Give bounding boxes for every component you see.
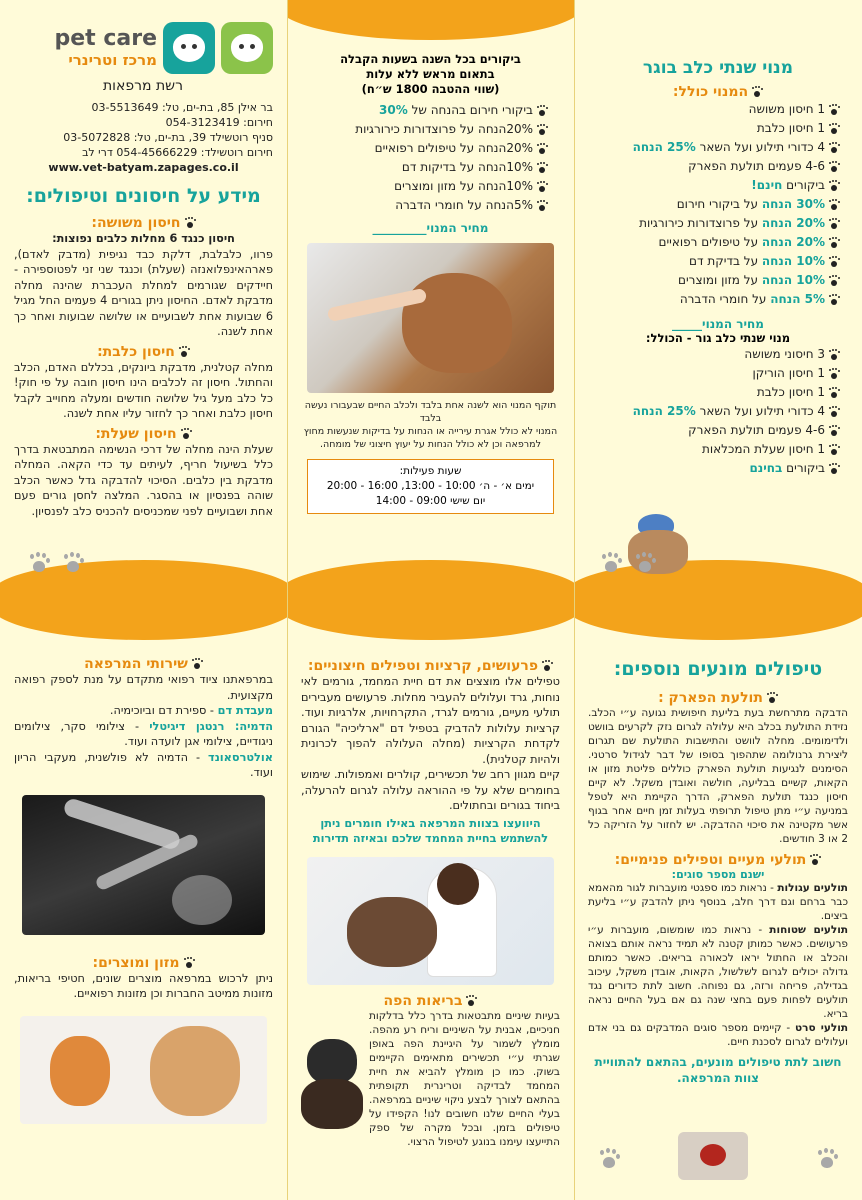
paw-icon (828, 349, 840, 361)
plan-item (588, 290, 840, 309)
dental-text: בעיות שיניים מתבטאות בדרך כלל בדלקות חניכיים, אבנית על השיניים וריח רע מהפה. מומלץ לשמור על היגיינת הפה באופן שגרתי ע״י תכשירים מתאימים הקיימים בשוק. כמו כן מומלץ להביא את חיית המחמד לבדיקה וטרינרית תקופתית בהתאם לצורך לבצע ניקוי שיניים במרפאה. בעלי החיים שלנו חשובים לנו! הקפידו על טיפולים בזמן. ובכל מקרה של ספק התייעצו עימנו בנוגע לטיפול הרצוי. (369, 1009, 560, 1148)
paw-prints-decor (592, 1148, 626, 1174)
plan-items (588, 100, 848, 309)
plan-item (588, 138, 840, 157)
panel-services (0, 600, 287, 1200)
parasites-note: היוועצו בצוות המרפאה באילו חומרים ניתן להשתמש בחיית המחמד שלכם ובאיזה תדירות (312, 816, 549, 845)
lab-text: - ספירת דם וביוכימיה. (109, 704, 215, 717)
vaccine-body: מחלה קטלנית, מדבקת ביונקים, בכללם האדם, הכלב והחתול. חיסון זה לכלבים הינו חיסון חובה על פי חוק! כל כלב מעל גיל שלושה חודשים ומעלה מחוייב לקבל חיסון כלבת ואחר כך לחזור עליו אחת לשנה. (14, 360, 273, 420)
tick-photo (678, 1132, 748, 1180)
discount-item (301, 158, 548, 177)
brand-subtitle: מרכז וטרינרי (68, 51, 157, 69)
plan-item-text: 3 חיסוני משושה (744, 347, 825, 361)
paw-icon (184, 217, 196, 229)
discount-percent: 10% (506, 179, 533, 193)
discount-text: הנחה על חומרי הדברה (395, 198, 514, 212)
website-link[interactable]: www.vet-batyam.zapages.co.il (48, 161, 239, 174)
branch-address: סניף רוטשילד 39, בת-ים, טל: 03-5072828 (63, 131, 273, 144)
plan-item (588, 157, 840, 176)
plan-item-highlight: 5% הנחה (770, 292, 825, 306)
dental-row (301, 1009, 560, 1149)
panel-discounts (287, 0, 574, 600)
paw-icon (828, 425, 840, 437)
paw-icon (828, 463, 840, 475)
plan-includes-label: המנוי כולל: (672, 84, 749, 100)
dog-vaccination-photo (307, 243, 554, 393)
parasites-title: פרעושים, קרציות וטפילים חיצוניים: (307, 658, 539, 674)
plan-item-text: על טיפולים רפואיים (658, 235, 759, 249)
brand-name: pet care (54, 26, 157, 51)
plan-item (588, 100, 840, 119)
paw-icon (828, 180, 840, 192)
plan-item (588, 345, 840, 364)
plan-item (588, 459, 840, 478)
plan-item-highlight: בחינם (749, 461, 783, 475)
panel-plan (574, 0, 862, 600)
paw-icon (178, 346, 190, 358)
plan-item-text: 1 חיסון כלבת (756, 121, 825, 135)
xray-photo (22, 795, 265, 935)
emergency-phone: חירום: 054-3123419 (165, 116, 273, 129)
paw-prints-decor (810, 1148, 844, 1174)
plan-item-highlight: 30% הנחה (761, 197, 825, 211)
plan-item (588, 440, 840, 459)
vaccine-heading: חיסון משושה: (91, 215, 181, 231)
discounts-title-2: בתאום מראש ללא עלות (366, 67, 495, 81)
parasites-body: טפילים אלו מוצצים את דם חיית המחמד, גורמים לאי נוחות, גרד ועלולים להעביר מחלות. פרעושים מעבירים תולעי מעיים, גורמים לגרד, התקרחויות, אלרגיות ועוד. קרציות עלולות להדביק בטפיל דם "ארליכיה" הגורם לקדחת הקרציות (מחלה העלולה להפוך לכרונית ולהיות קטלנית). (301, 675, 560, 766)
plan-item (588, 252, 840, 271)
discount-percent: 20% (506, 141, 533, 155)
plan-title: מנוי שנתי כלב בוגר (642, 58, 794, 78)
discounts-title-1: ביקורים בכל השנה בשעות הקבלה (340, 52, 521, 66)
preventive-note: חשוב לתת טיפולים מונעים, בהתאם להתוויית צוות המרפאה. (594, 1055, 842, 1085)
kitten-puppy-photo (20, 1016, 267, 1124)
address: בר אילן 85, בת-ים, טל: 03-5513649 (91, 101, 273, 114)
plan-item (588, 195, 840, 214)
services-intro: במרפאתנו ציוד רפואי מתקדם על מנת לספק רפואה מקצועית. (14, 673, 273, 702)
plan-item-text: 1 חיסון כלבת (756, 385, 825, 399)
plan-item-text: על מזון ומוצרים (678, 273, 759, 287)
preventive-title: טיפולים מונעים נוספים: (613, 658, 823, 680)
discount-text: הנחה על מזון ומוצרים (394, 179, 507, 193)
hours-friday: יום שישי 09:00 - 14:00 (375, 495, 486, 507)
discount-item (301, 177, 548, 196)
paw-icon (465, 995, 477, 1007)
plan-item-text: 4 כדורי תילוע ועל השאר (699, 404, 825, 418)
paw-icon (180, 428, 192, 440)
paw-icon (828, 256, 840, 268)
paw-icon (536, 143, 548, 155)
paw-icon (828, 294, 840, 306)
plan-item-text: 4-6 פעמים תולעת הפארק (688, 159, 825, 173)
plan-item-highlight: חינם! (751, 178, 783, 192)
opening-hours (307, 459, 554, 514)
flatworm-label: תולעים שטוחות (769, 924, 848, 936)
discount-percent: 5% (513, 198, 533, 212)
vaccine-body: פרוו, כלבלבת, דלקת כבד נגיפית (מדבק לאדם), פארהאינפלואנזה (שעלת) וכנגד שני זני לפטוספירה - חיידקים שגורמים למחלת העכברת שהינה מחלה מדבקת לאדם. החיסון ניתן בגורים 4 פעמים החל מגיל 6 שבועות אחת לשבועיים או שלושה שבועות ואחר כך אחת לשנה. (14, 247, 273, 338)
services-title: שירותי המרפאה (84, 656, 188, 672)
plan-item (588, 271, 840, 290)
park-worm-text: הדבקה מתרחשת בעת בליעת חיפושית נגועה ע״י הכלב. נזידת התולעת בכלב היא עלולה לגרום נזק לקרעים בוושט ולדימומים. מחלה לוושט והתישבות התולעת שם תגרום ליצירת גרנולומה שתהפוך בסופו של דבר לגידול סרטני. הסימנים לנגיעות תולעת הפארק כוללים פליטת מזון או הקאות, קשיים בבליעה, חולשה ואובדן משקל. לא קיים חיסון כנגד תולעת הפארק, הדרך הקיימת היא לטפל במניעה ע״י מתן טיפול תרופתי בעלות זמן חיים אחר בגוף אשר מקטינה את סיכוי ההדבקה. יש לחזור על הזריקה כל 2 או 3 חודשים. (588, 707, 848, 845)
branch-emergency: חירום רוטשילד: 054-45666229 דרי לב (82, 146, 273, 159)
cat-logo-icon (163, 22, 215, 74)
paw-icon (809, 854, 821, 866)
park-worm-title: תולעת הפארק : (658, 690, 763, 706)
plan-item-highlight: 10% הנחה (761, 254, 825, 268)
intestinal-worms-title: תולעי מעיים וטפילים פנימיים: (614, 852, 807, 868)
plan-item-text: על חומרי הדברה (679, 292, 767, 306)
discount-list (301, 101, 560, 215)
discount-text: הנחה על טיפולים רפואיים (374, 141, 507, 155)
paw-icon (751, 86, 763, 98)
paw-prints-decor (594, 552, 662, 578)
paw-icon (536, 124, 548, 136)
lab-label: מעבדת דם (217, 704, 273, 717)
plan-item-text: 4 כדורי תילוע ועל השאר (699, 140, 825, 154)
discount-item (301, 101, 548, 120)
plan-item-highlight: 25% הנחה (632, 404, 696, 418)
paw-icon (828, 387, 840, 399)
worms-lead: ישנם מספר סוגים: (671, 868, 765, 881)
discount-item (301, 139, 548, 158)
tapeworm-label: תולעי סרט (795, 1022, 848, 1034)
network-label: רשת מרפאות (102, 78, 183, 94)
roundworm-text: - נראות כמו ספגטי מועברות לגור מהאמא כבר ברחם וגם דרך חלב, בנוסף ניתן להדבק ע״י בליעת ביצים. (588, 882, 848, 922)
vaccine-item (14, 215, 273, 340)
vaccine-heading: חיסון כלבת: (97, 343, 175, 360)
discount-percent: 30% (379, 103, 408, 117)
tapeworm-text: - קיימים מספר סוגים המדבקים גם בני אדם ועלולים לגרום לסכנת חיים. (588, 1022, 848, 1048)
plan-item (588, 402, 840, 421)
hours-title: שעות פעילות: (399, 465, 462, 477)
discount-text: הנחה על בדיקות דם (401, 160, 507, 174)
xray-text: - צילומי סקר, צילומים ניגודיים, צילומי אגן לועדה ועוד. (14, 719, 273, 748)
vet-with-dog-photo (307, 857, 554, 985)
plan-item-text: על פרוצדורות כירורגיות (639, 216, 759, 230)
brochure-inner-side (0, 600, 862, 1200)
discount-text: ביקורי חירום בהנחה של (411, 103, 533, 117)
paw-icon (828, 444, 840, 456)
parasites-body-2: קיים מגוון רחב של תכשירים, קולרים ואמפולות. שימוש בחומרים שלא על פי ההוראה עלולה לגרום להרעלה, ביחוד בגורים ובחתולים. (301, 768, 560, 812)
paw-icon (536, 200, 548, 212)
paw-icon (536, 162, 548, 174)
plan-item-text: 1 חיסון שעלת המכלאות (702, 442, 825, 456)
paw-icon (828, 218, 840, 230)
plan-item-text: על ביקורי חירום (676, 197, 759, 211)
food-title: מזון ומוצרים: (92, 954, 180, 971)
plan-item-text: 1 חיסון הוריקן (752, 366, 825, 380)
vaccine-body: שעלת הינה מחלה של דרכי הנשימה המתבטאת בדרך כלל בשיעול חריף, לעיתים עד כדי הקאה. המחלה מדבקת בין כלבים. הסיכוי להדבקה גדל כאשר הכלב שוהה בפנסיון או בהסגר. המלצה לחסן גורים פעם אחת ושבועיים לפני שמכניסים להכניס כלב לפנסיון. (14, 442, 273, 518)
paw-icon (536, 105, 548, 117)
paw-icon (828, 275, 840, 287)
plan-item (588, 364, 840, 383)
discount-item (301, 120, 548, 139)
plan-item (588, 233, 840, 252)
discount-item (301, 196, 548, 215)
plan-item-text: ביקורים (786, 461, 825, 475)
plan-item (588, 214, 840, 233)
xray-label: הדמיה: רנטגן דיגיטלי (149, 719, 274, 733)
plan-item (588, 176, 840, 195)
caption: תוקף המנוי הוא לשנה אחת בלבד ולכלב החיים שבעבורו נעשה בלבד (304, 400, 557, 424)
vaccine-item (14, 344, 273, 422)
caption-2: המנוי לא כולל אגרת עירייה או הנחות על בדיקות שנעשות מחוץ למרפאה וכן לא כולל הנחות על יעוץ חיצוני של מומחה. (303, 426, 558, 450)
plan-price-label: מחיר המנוי_____ (672, 317, 764, 331)
paw-icon (541, 660, 553, 672)
puppy-photo (301, 1039, 363, 1129)
vaccinations-title: מידע על חיסונים וטיפולים: (26, 185, 261, 207)
panel-contact-vaccinations (0, 0, 287, 600)
paw-icon (828, 368, 840, 380)
flatworm-text: - נראות כמו שומשום, מועברות ע״י פרעושים. כאשר כמותן קטנה לא תמיד נראה אותם בצואה והכלב או החתול יראו לכאורה בריאים. כאשר כמותם גדולה יכולים לגרום לשלשול, הקאות, אובדן משקל, עיכוב בגדילה, פריחה ורזה, גם נפוחה. חשוב לתת כדורים נגד תולעים לפחות פעם בחצי שנה גם אם בעל החיים נראה בריא. (588, 924, 848, 1020)
puppy-plan-items (588, 345, 848, 478)
plan-item-highlight: 10% הנחה (761, 273, 825, 287)
dog-logo-icon (221, 22, 273, 74)
paw-icon (828, 406, 840, 418)
discount-text: הנחה על פרוצדורות כירורגיות (355, 122, 507, 136)
contact-block (14, 100, 273, 175)
plan-item (588, 383, 840, 402)
paw-icon (828, 199, 840, 211)
paw-icon (183, 957, 195, 969)
puppy-plan-title: מנוי שנתי כלב גור - הכולל: (645, 331, 791, 345)
paw-icon (766, 692, 778, 704)
plan-item-text: ביקורים (786, 178, 825, 192)
food-text: ניתן לרכוש במרפאה מוצרים שונים, חטיפי בריאות, מזונות ממיטב החברות וכן מזונות רפואיים. (14, 971, 273, 1000)
plan-item (588, 119, 840, 138)
panel-preventive (574, 600, 862, 1200)
logo (14, 22, 273, 74)
paw-icon (828, 123, 840, 135)
plan-item-highlight: 25% הנחה (632, 140, 696, 154)
plan-item-text: 4-6 פעמים תולעת הפארק (688, 423, 825, 437)
plan-item (588, 421, 840, 440)
paw-icon (828, 237, 840, 249)
discounts-title-3: (שווי ההטבה 1800 ש״ח) (361, 82, 500, 96)
vaccine-heading: חיסון שעלת: (95, 425, 177, 442)
panel-parasites (287, 600, 574, 1200)
plan-item-highlight: 20% הנחה (761, 235, 825, 249)
discounts-header (301, 52, 560, 97)
paw-icon (828, 104, 840, 116)
price-label: מחיר המנוי_________ (372, 221, 489, 235)
ultrasound-text: - הדמיה לא פולשנית, מעקבי הריון ועוד. (14, 750, 273, 779)
paw-icon (828, 142, 840, 154)
plan-item-text: 1 חיסון משושה (748, 102, 825, 116)
paw-icon (536, 181, 548, 193)
discount-percent: 20% (506, 122, 533, 136)
dental-title: בריאות הפה (383, 992, 463, 1009)
vaccine-lead: חיסון כנגד 6 מחלות כלבים נפוצות: (52, 232, 235, 245)
hours-week: ימים א׳ - ה׳ 10:00 - 13:00, 16:00 - 20:00 (326, 480, 535, 492)
discount-percent: 10% (506, 160, 533, 174)
paw-icon (191, 658, 203, 670)
paw-icon (828, 161, 840, 173)
plan-item-text: על בדיקת דם (689, 254, 759, 268)
paw-prints-decor (22, 552, 90, 578)
roundworm-label: תולעים עגולות (777, 882, 848, 894)
vaccine-item (14, 426, 273, 520)
ultrasound-label: אולטרסאונד (208, 750, 273, 764)
plan-item-highlight: 20% הנחה (761, 216, 825, 230)
